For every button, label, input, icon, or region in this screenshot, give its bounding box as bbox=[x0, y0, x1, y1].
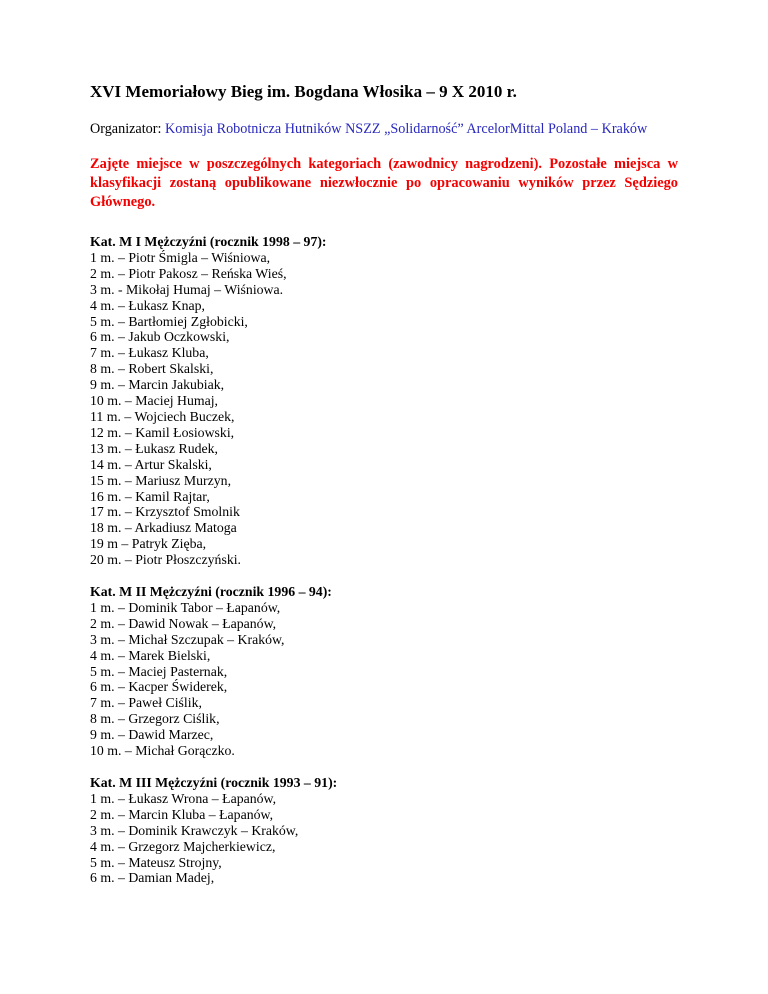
result-line: 1 m. – Łukasz Wrona – Łapanów, bbox=[90, 790, 277, 806]
category-heading: Kat. M I Mężczyźni (rocznik 1998 – 97): bbox=[90, 234, 327, 249]
organizer-label: Organizator: bbox=[90, 121, 165, 137]
result-line: 5 m. – Bartłomiej Zgłobicki, bbox=[90, 313, 248, 329]
result-line: 1 m. – Dominik Tabor – Łapanów, bbox=[90, 599, 281, 615]
notice-text: Zajęte miejsce w poszczególnych kategoriach (zawodnicy nagrodzeni). Pozostałe miejsca w klasyfikacji zostaną opublikowane niezwłocznie po opracowaniu wyników przez Sędziego Głównego. bbox=[90, 156, 678, 210]
category-results bbox=[90, 791, 678, 886]
result-line: 8 m. – Robert Skalski, bbox=[90, 361, 214, 377]
result-line: 12 m. – Kamil Łosiowski, bbox=[90, 424, 235, 440]
result-line: 16 m. – Kamil Rajtar, bbox=[90, 488, 210, 504]
result-line: 4 m. – Grzegorz Majcherkiewicz, bbox=[90, 838, 276, 854]
result-line: 10 m. – Maciej Humaj, bbox=[90, 393, 218, 409]
result-line: 2 m. – Marcin Kluba – Łapanów, bbox=[90, 806, 274, 822]
category-heading: Kat. M III Mężczyźni (rocznik 1993 – 91): bbox=[90, 775, 338, 790]
result-line: 3 m. – Michał Szczupak – Kraków, bbox=[90, 631, 285, 647]
organizer-line bbox=[90, 121, 678, 138]
category-section bbox=[90, 234, 678, 568]
page-title: XVI Memoriałowy Bieg im. Bogdana Włosika – 9 X 2010 r. bbox=[90, 82, 517, 101]
result-line: 6 m. – Damian Madej, bbox=[90, 870, 215, 886]
result-line: 13 m. – Łukasz Rudek, bbox=[90, 440, 218, 456]
result-line: 1 m. – Piotr Śmigla – Wiśniowa, bbox=[90, 249, 271, 265]
category-section bbox=[90, 584, 678, 759]
result-line: 7 m. – Łukasz Kluba, bbox=[90, 345, 209, 361]
result-line: 6 m. – Kacper Świderek, bbox=[90, 679, 228, 695]
result-line: 8 m. – Grzegorz Ciślik, bbox=[90, 711, 220, 727]
result-line: 10 m. – Michał Gorączko. bbox=[90, 743, 235, 759]
category-heading: Kat. M II Mężczyźni (rocznik 1996 – 94): bbox=[90, 584, 332, 600]
result-line: 15 m. – Mariusz Murzyn, bbox=[90, 472, 232, 488]
result-line: 7 m. – Paweł Ciślik, bbox=[90, 695, 202, 711]
result-line: 3 m. - Mikołaj Humaj – Wiśniowa. bbox=[90, 281, 284, 297]
result-line: 3 m. – Dominik Krawczyk – Kraków, bbox=[90, 822, 299, 838]
result-line: 2 m. – Dawid Nowak – Łapanów, bbox=[90, 615, 277, 631]
result-line: 9 m. – Dawid Marzec, bbox=[90, 727, 214, 743]
category-results bbox=[90, 600, 678, 759]
result-line: 11 m. – Wojciech Buczek, bbox=[90, 408, 235, 424]
result-line: 4 m. – Łukasz Knap, bbox=[90, 297, 205, 313]
result-line: 20 m. – Piotr Płoszczyński. bbox=[90, 552, 241, 568]
result-line: 5 m. – Maciej Pasternak, bbox=[90, 663, 228, 679]
result-line: 9 m. – Marcin Jakubiak, bbox=[90, 377, 225, 393]
category-results bbox=[90, 250, 678, 568]
result-line: 4 m. – Marek Bielski, bbox=[90, 647, 211, 663]
organizer-name-text: Komisja Robotnicza Hutników NSZZ „Solidarność” ArcelorMittal Poland – Kraków bbox=[164, 121, 648, 137]
result-line: 19 m – Patryk Zięba, bbox=[90, 536, 207, 552]
result-line: 5 m. – Mateusz Strojny, bbox=[90, 854, 222, 870]
result-line: 17 m. – Krzysztof Smolnik bbox=[90, 504, 240, 520]
result-line: 2 m. – Piotr Pakosz – Reńska Wieś, bbox=[90, 265, 287, 281]
results-categories bbox=[90, 234, 678, 886]
result-line: 6 m. – Jakub Oczkowski, bbox=[90, 329, 230, 345]
result-line: 18 m. – Arkadiusz Matoga bbox=[90, 520, 237, 536]
result-line: 14 m. – Artur Skalski, bbox=[90, 456, 212, 472]
category-section bbox=[90, 775, 678, 886]
